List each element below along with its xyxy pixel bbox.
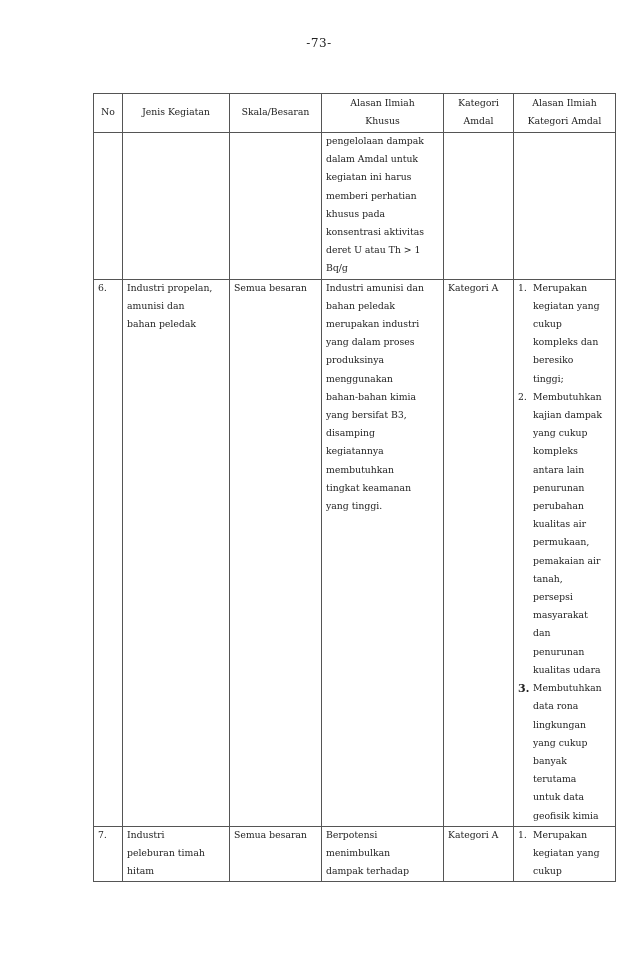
cell-alasan: Berpotensi menimbulkan dampak terhadap (322, 826, 444, 882)
table-row (94, 826, 616, 882)
cell-skala: Semua besaran (230, 826, 322, 882)
table-header-row (94, 94, 616, 133)
cell-jenis: Industri peleburan timah hitam (123, 826, 230, 882)
header-jenis-kegiatan: Jenis Kegiatan (123, 94, 230, 133)
cell-skala: Semua besaran (230, 279, 322, 826)
list-item (518, 680, 611, 826)
cell-kategori: Kategori A (444, 826, 514, 882)
header-skala-besaran: Skala/Besaran (230, 94, 322, 133)
table-row-continuation (94, 133, 616, 280)
table-row (94, 279, 616, 826)
amdal-table (93, 93, 616, 882)
cell-kategori (444, 133, 514, 280)
criteria-list (518, 827, 611, 882)
header-kategori-amdal: Kategori Amdal (444, 94, 514, 133)
header-no: No (94, 94, 123, 133)
cell-alasan-kategori (514, 826, 616, 882)
header-alasan-ilmiah-khusus: Alasan Ilmiah Khusus (322, 94, 444, 133)
list-item-text: Merupakan kegiatan yang cukup kompleks dan beresiko tinggi; (533, 282, 600, 385)
cell-alasan-kategori (514, 279, 616, 826)
cell-no: 7. (94, 826, 123, 882)
list-item-number: 2. (518, 391, 527, 403)
cell-no (94, 133, 123, 280)
cell-alasan: Industri amunisi dan bahan peledak merupakan industri yang dalam proses produksinya menggunakan bahan-bahan kimia yang bersifat B3, disamping kegiatannya membutuhkan tingkat keamanan yang tinggi. (322, 279, 444, 826)
list-item-number: 3. (518, 682, 530, 696)
page-number: -73- (306, 36, 332, 50)
list-item-number: 1. (518, 282, 527, 294)
cell-skala (230, 133, 322, 280)
cell-jenis: Industri propelan, amunisi dan bahan peledak (123, 279, 230, 826)
list-item (518, 280, 611, 389)
cell-alasan: pengelolaan dampak dalam Amdal untuk kegiatan ini harus memberi perhatian khusus pada konsentrasi aktivitas deret U atau Th > 1 Bq/g (322, 133, 444, 280)
cell-alasan-kategori (514, 133, 616, 280)
header-alasan-kategori: Alasan Ilmiah Kategori Amdal (514, 94, 616, 133)
list-item-text: Membutuhkan kajian dampak yang cukup kompleks antara lain penurunan perubahan kualitas air permukaan, pemakaian air tanah, persepsi masyarakat dan penurunan kualitas udara (533, 391, 602, 676)
criteria-list (518, 280, 611, 826)
cell-kategori: Kategori A (444, 279, 514, 826)
list-item (518, 827, 611, 882)
list-item (518, 389, 611, 680)
cell-jenis (123, 133, 230, 280)
list-item-number: 1. (518, 829, 527, 841)
list-item-text: Membutuhkan data rona lingkungan yang cukup banyak terutama untuk data geofisik kimia (533, 683, 602, 822)
cell-no: 6. (94, 279, 123, 826)
list-item-text: Merupakan kegiatan yang cukup (533, 829, 600, 878)
